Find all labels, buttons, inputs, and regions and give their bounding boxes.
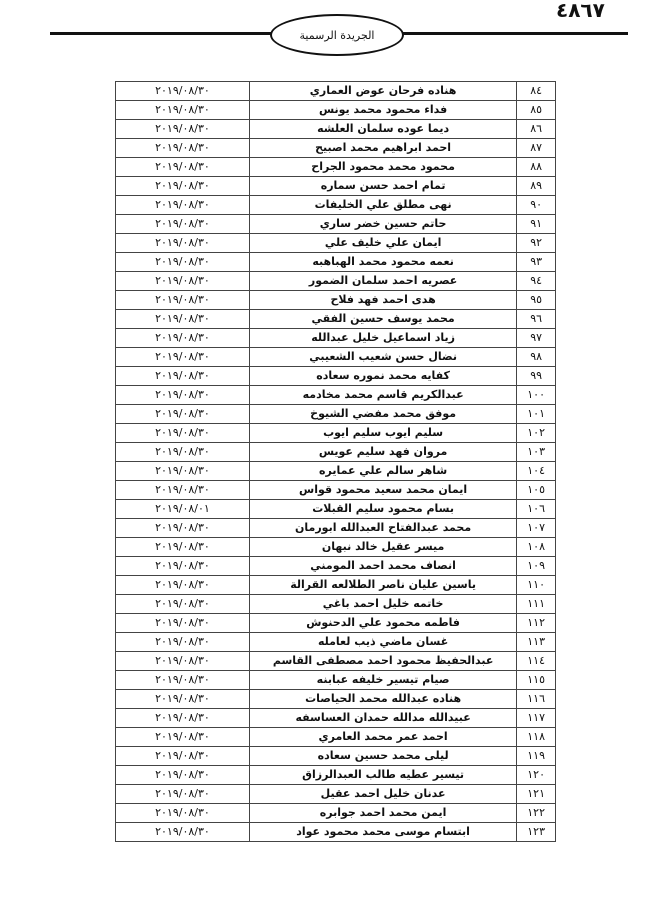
person-name: فداء محمود محمد يونس: [249, 101, 516, 120]
row-date: ٢٠١٩/٠٨/٣٠: [116, 576, 250, 595]
row-date: ٢٠١٩/٠٨/٣٠: [116, 386, 250, 405]
row-number: ٩٥: [517, 291, 556, 310]
person-name: انصاف محمد احمد المومني: [249, 557, 516, 576]
row-number: ٨٩: [517, 177, 556, 196]
person-name: ايمان محمد سعيد محمود قواس: [249, 481, 516, 500]
row-date: ٢٠١٩/٠٨/٣٠: [116, 310, 250, 329]
row-date: ٢٠١٩/٠٨/٣٠: [116, 405, 250, 424]
person-name: سليم ايوب سليم ايوب: [249, 424, 516, 443]
person-name: غسان ماضي ذيب لعامله: [249, 633, 516, 652]
table-row: [116, 348, 556, 367]
row-number: ١٠١: [517, 405, 556, 424]
row-number: ١١٠: [517, 576, 556, 595]
row-number: ٩٤: [517, 272, 556, 291]
table-row: [116, 690, 556, 709]
row-date: ٢٠١٩/٠٨/٣٠: [116, 785, 250, 804]
row-date: ٢٠١٩/٠٨/٣٠: [116, 158, 250, 177]
table-row: [116, 614, 556, 633]
row-date: ٢٠١٩/٠٨/٣٠: [116, 443, 250, 462]
table-row: [116, 785, 556, 804]
table-row: [116, 595, 556, 614]
gazette-title: الجريدة الرسمية: [299, 28, 375, 42]
row-number: ٩٩: [517, 367, 556, 386]
person-name: عبدالحفيظ محمود احمد مصطفى القاسم: [249, 652, 516, 671]
table-row: [116, 443, 556, 462]
row-number: ٨٧: [517, 139, 556, 158]
person-name: نعمه محمود محمد الهباهبه: [249, 253, 516, 272]
row-number: ١١٧: [517, 709, 556, 728]
person-name: عبيدالله مدالله حمدان العساسفه: [249, 709, 516, 728]
table-row: [116, 709, 556, 728]
row-number: ١٢٢: [517, 804, 556, 823]
row-date: ٢٠١٩/٠٨/٣٠: [116, 823, 250, 842]
row-date: ٢٠١٩/٠٨/٣٠: [116, 82, 250, 101]
row-number: ١٠٣: [517, 443, 556, 462]
person-name: ياسين عليان ناصر الطلالعه القرالة: [249, 576, 516, 595]
person-name: هناده فرحان عوض العماري: [249, 82, 516, 101]
person-name: ابتسام موسى محمد محمود عواد: [249, 823, 516, 842]
table-row: [116, 633, 556, 652]
row-date: ٢٠١٩/٠٨/٠١: [116, 500, 250, 519]
row-number: ١٠٠: [517, 386, 556, 405]
row-number: ١١٣: [517, 633, 556, 652]
person-name: عدنان خليل احمد عقيل: [249, 785, 516, 804]
table-row: [116, 215, 556, 234]
table-row: [116, 272, 556, 291]
person-name: كفايه محمد نموره سعاده: [249, 367, 516, 386]
row-date: ٢٠١٩/٠٨/٣٠: [116, 120, 250, 139]
person-name: فاطمه محمود علي الدحنوش: [249, 614, 516, 633]
person-name: ميسر عقيل خالد نبهان: [249, 538, 516, 557]
row-number: ٩٣: [517, 253, 556, 272]
row-date: ٢٠١٩/٠٨/٣٠: [116, 424, 250, 443]
row-date: ٢٠١٩/٠٨/٣٠: [116, 690, 250, 709]
row-date: ٢٠١٩/٠٨/٣٠: [116, 329, 250, 348]
table-row: [116, 139, 556, 158]
table-row: [116, 519, 556, 538]
row-date: ٢٠١٩/٠٨/٣٠: [116, 709, 250, 728]
table-row: [116, 291, 556, 310]
table-row: [116, 253, 556, 272]
row-number: ١٠٨: [517, 538, 556, 557]
person-name: ليلى محمد حسين سعاده: [249, 747, 516, 766]
person-name: محمد عبدالفتاح العبدالله ابورمان: [249, 519, 516, 538]
table-row: [116, 196, 556, 215]
person-name: احمد عمر محمد العامري: [249, 728, 516, 747]
person-name: نضال حسن شعيب الشعيبي: [249, 348, 516, 367]
person-name: تيسير عطيه طالب العبدالرزاق: [249, 766, 516, 785]
table-row: [116, 158, 556, 177]
table-row: [116, 177, 556, 196]
row-number: ٩٨: [517, 348, 556, 367]
row-date: ٢٠١٩/٠٨/٣٠: [116, 291, 250, 310]
table-row: [116, 823, 556, 842]
row-number: ٨٥: [517, 101, 556, 120]
table-row: [116, 576, 556, 595]
row-date: ٢٠١٩/٠٨/٣٠: [116, 367, 250, 386]
row-date: ٢٠١٩/٠٨/٣٠: [116, 177, 250, 196]
person-name: محمد يوسف حسين الفقي: [249, 310, 516, 329]
row-number: ١٠٦: [517, 500, 556, 519]
table-row: [116, 367, 556, 386]
table-row: [116, 557, 556, 576]
row-number: ٨٦: [517, 120, 556, 139]
row-number: ١١٨: [517, 728, 556, 747]
row-date: ٢٠١٩/٠٨/٣٠: [116, 557, 250, 576]
person-name: هناده عبدالله محمد الحياصات: [249, 690, 516, 709]
person-name: هدى احمد فهد فلاح: [249, 291, 516, 310]
row-number: ١٢١: [517, 785, 556, 804]
row-number: ٩٧: [517, 329, 556, 348]
person-name: عصريه احمد سلمان الضمور: [249, 272, 516, 291]
person-name: محمود محمد محمود الجراح: [249, 158, 516, 177]
row-date: ٢٠١٩/٠٨/٣٠: [116, 804, 250, 823]
person-name: ديما عوده سلمان العلشه: [249, 120, 516, 139]
row-number: ١١٤: [517, 652, 556, 671]
table-row: [116, 386, 556, 405]
row-date: ٢٠١٩/٠٨/٣٠: [116, 101, 250, 120]
row-date: ٢٠١٩/٠٨/٣٠: [116, 671, 250, 690]
row-number: ١١٩: [517, 747, 556, 766]
person-name: صيام تيسير خليفه عبابنه: [249, 671, 516, 690]
row-date: ٢٠١٩/٠٨/٣٠: [116, 234, 250, 253]
row-number: ١٢٠: [517, 766, 556, 785]
person-name: احمد ابراهيم محمد اصبيح: [249, 139, 516, 158]
row-date: ٢٠١٩/٠٨/٣٠: [116, 538, 250, 557]
person-name: تمام احمد حسن سماره: [249, 177, 516, 196]
row-number: ٩٢: [517, 234, 556, 253]
person-name: زياد اسماعيل خليل عبدالله: [249, 329, 516, 348]
row-date: ٢٠١٩/٠٨/٣٠: [116, 196, 250, 215]
row-number: ١١٦: [517, 690, 556, 709]
table-row: [116, 310, 556, 329]
gazette-title-oval: [270, 14, 404, 56]
person-name: نهى مطلق علي الخليفات: [249, 196, 516, 215]
table-row: [116, 728, 556, 747]
table-row: [116, 671, 556, 690]
person-name: ايمان علي خليف علي: [249, 234, 516, 253]
table-row: [116, 424, 556, 443]
row-date: ٢٠١٩/٠٨/٣٠: [116, 519, 250, 538]
table-row: [116, 804, 556, 823]
table-row: [116, 500, 556, 519]
person-name: مروان فهد سليم عويس: [249, 443, 516, 462]
table-row: [116, 481, 556, 500]
table-row: [116, 462, 556, 481]
row-date: ٢٠١٩/٠٨/٣٠: [116, 139, 250, 158]
person-name: خاتمه خليل احمد باغي: [249, 595, 516, 614]
row-date: ٢٠١٩/٠٨/٣٠: [116, 253, 250, 272]
row-date: ٢٠١٩/٠٨/٣٠: [116, 652, 250, 671]
row-number: ٩١: [517, 215, 556, 234]
row-number: ٩٠: [517, 196, 556, 215]
page-number: ٤٨٦٧: [556, 0, 605, 22]
row-number: ٨٤: [517, 82, 556, 101]
row-date: ٢٠١٩/٠٨/٣٠: [116, 462, 250, 481]
row-date: ٢٠١٩/٠٨/٣٠: [116, 633, 250, 652]
person-name: بسام محمود سليم القبلات: [249, 500, 516, 519]
row-number: ١٢٣: [517, 823, 556, 842]
row-number: ١١١: [517, 595, 556, 614]
row-number: ٨٨: [517, 158, 556, 177]
row-number: ١١٥: [517, 671, 556, 690]
names-table: [115, 81, 556, 842]
row-date: ٢٠١٩/٠٨/٣٠: [116, 747, 250, 766]
row-date: ٢٠١٩/٠٨/٣٠: [116, 614, 250, 633]
row-number: ١٠٧: [517, 519, 556, 538]
table-row: [116, 747, 556, 766]
names-table-body: [116, 82, 556, 842]
table-row: [116, 82, 556, 101]
person-name: شاهر سالم علي عمايره: [249, 462, 516, 481]
row-number: ١٠٢: [517, 424, 556, 443]
table-row: [116, 538, 556, 557]
row-date: ٢٠١٩/٠٨/٣٠: [116, 766, 250, 785]
table-row: [116, 652, 556, 671]
table-row: [116, 234, 556, 253]
row-date: ٢٠١٩/٠٨/٣٠: [116, 272, 250, 291]
row-number: ٩٦: [517, 310, 556, 329]
person-name: ايمن محمد احمد جوابره: [249, 804, 516, 823]
person-name: عبدالكريم قاسم محمد مخادمه: [249, 386, 516, 405]
table-row: [116, 405, 556, 424]
row-number: ١٠٩: [517, 557, 556, 576]
row-number: ١٠٤: [517, 462, 556, 481]
row-date: ٢٠١٩/٠٨/٣٠: [116, 595, 250, 614]
table-row: [116, 329, 556, 348]
person-name: موفق محمد مفضي الشيوخ: [249, 405, 516, 424]
row-number: ١١٢: [517, 614, 556, 633]
row-date: ٢٠١٩/٠٨/٣٠: [116, 481, 250, 500]
table-row: [116, 766, 556, 785]
table-row: [116, 120, 556, 139]
table-row: [116, 101, 556, 120]
row-date: ٢٠١٩/٠٨/٣٠: [116, 215, 250, 234]
row-date: ٢٠١٩/٠٨/٣٠: [116, 348, 250, 367]
row-date: ٢٠١٩/٠٨/٣٠: [116, 728, 250, 747]
row-number: ١٠٥: [517, 481, 556, 500]
person-name: حاتم حسين خضر ساري: [249, 215, 516, 234]
